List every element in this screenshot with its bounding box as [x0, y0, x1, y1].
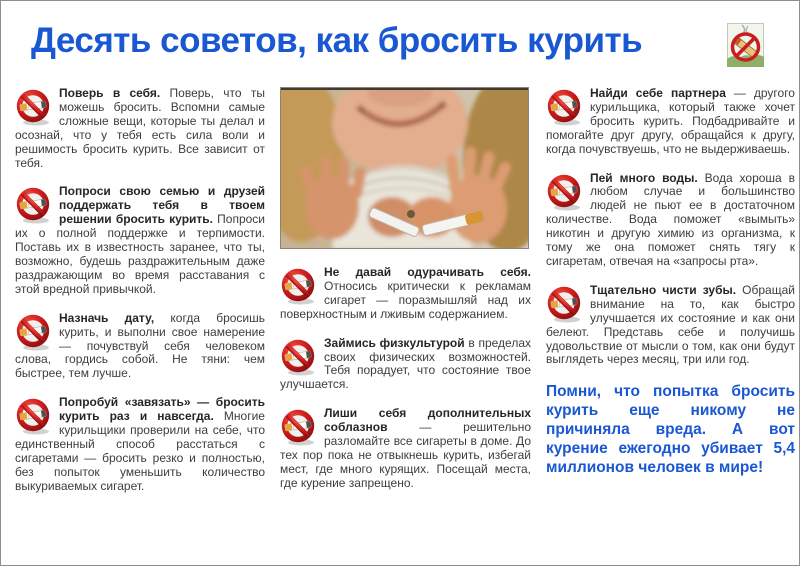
no-smoking-icon — [280, 408, 317, 446]
no-smoking-icon — [280, 338, 317, 376]
no-smoking-icon — [15, 313, 52, 351]
tip-text — [280, 407, 531, 490]
tip-text — [15, 185, 265, 296]
tip-lead: Найди себе партнера — [590, 86, 726, 100]
tip-brush-teeth — [546, 284, 795, 367]
no-smoking-icon — [546, 173, 583, 211]
tip-text — [15, 87, 265, 170]
tip-ask-family-support — [15, 185, 265, 296]
closing-note: Помни, что попытка бросить курить еще никому не причиняла вреда. А вот курение ежегодно убивает 5,4 миллионов человек в мире! — [546, 383, 795, 477]
tip-rest: в пределах своих физических возможностей. Тебя порадует, что состояние твое улучшается. — [280, 335, 532, 392]
tip-rest: — другого курильщика, который также хочет бросить курить. Подбадривайте и помогайте друг другу, обращайся к другу, когда почувствуешь, что не выдерживаешь. — [546, 86, 795, 156]
tip-text — [15, 312, 265, 382]
tip-lead: Займись физкультурой — [324, 335, 465, 350]
tip-lead: Попробуй «завязать» — бросить курить раз и навсегда. — [59, 395, 265, 424]
no-smoking-icon — [546, 88, 583, 126]
no-smoking-icon — [546, 285, 583, 323]
no-smoking-badge-icon — [727, 23, 764, 67]
photo-woman-breaking-cigarette — [280, 87, 529, 249]
tip-text — [546, 87, 795, 157]
tip-rest: Поверь, что ты можешь бросить. Вспомни самые сложные вещи, которые ты делал и осознай, что у тебя есть сила воли и решимость бросить курить. Все зависит от тебя. — [15, 86, 265, 170]
tip-rest: Многие курильщики проверили на себе, что единственный способ расстаться с сигаретами — бросить резко и полностью, без попыток уменьшить количество выкуриваемых сигарет. — [15, 409, 265, 493]
tip-lead: Назначь дату, — [59, 310, 155, 325]
tip-drink-water — [546, 172, 795, 269]
tip-set-a-date — [15, 312, 265, 382]
tip-remove-temptations — [280, 407, 531, 490]
no-smoking-icon — [15, 397, 52, 435]
tip-text — [15, 396, 265, 493]
tip-lead: Не давай одурачивать себя. — [324, 265, 531, 279]
tip-lead: Попроси свою семью и друзей поддержать тебя в твоем решении бросить курить. — [59, 184, 265, 227]
tip-lead: Лиши себя дополнительных соблазнов — [324, 406, 531, 435]
no-smoking-icon — [280, 267, 317, 305]
tip-dont-be-fooled — [280, 266, 531, 322]
tip-text — [546, 284, 795, 367]
tip-rest: Обращай внимание на то, как быстро улучшается их состояние и как они белеют. Представь себе и получишь удовольствие от мысли о том, как они будут выглядеть через месяц, три или год. — [546, 282, 795, 367]
column-center — [280, 87, 531, 506]
tip-text — [280, 266, 531, 322]
tip-text — [546, 172, 795, 269]
no-smoking-icon — [15, 88, 52, 126]
tip-rest: — решительно разломайте все сигареты в доме. До тех пор пока не отвыкнешь курить, избегай мест, где много курящих. Посещай места, где курение запрещено. — [280, 420, 531, 490]
page-title: Десять советов, как бросить курить — [31, 21, 643, 60]
tip-rest: Попроси их о полной поддержке и терпимости. Поставь их в известность заранее, что ты, возможно, будешь раздражительным даже раздражающим во время расставания с этой вредной привычкой. — [15, 212, 265, 296]
column-left — [15, 87, 265, 509]
tip-find-a-partner — [546, 87, 795, 157]
tip-text — [280, 337, 531, 393]
tip-lead: Пей много воды. — [590, 170, 698, 185]
tip-believe-in-yourself — [15, 87, 265, 170]
tip-do-exercise — [280, 337, 531, 393]
tip-rest: Вода хороша в любом случае и большинство людей не пьют ее в достаточном количестве. Вода поможет «вымыть» никотин и другую химию из организма, к тому же она поможет снять тягу к сигаретам, отвечая на «запросы рта». — [546, 170, 795, 268]
tip-lead: Поверь в себя. — [59, 86, 161, 100]
tip-rest: когда бросишь курить, и выполни свое намерение — почувствуй себя человеком слова, гордись собой. Не тяни: чем быстрее, тем лучше. — [15, 310, 266, 381]
tip-rest: Относись критически к рекламам сигарет — поразмышляй над их поверхностным и лживым содержанием. — [280, 278, 531, 321]
no-smoking-icon — [15, 186, 52, 224]
tip-lead: Тщательно чисти зубы. — [590, 282, 737, 297]
column-right — [546, 87, 795, 477]
tip-quit-for-good — [15, 396, 265, 493]
